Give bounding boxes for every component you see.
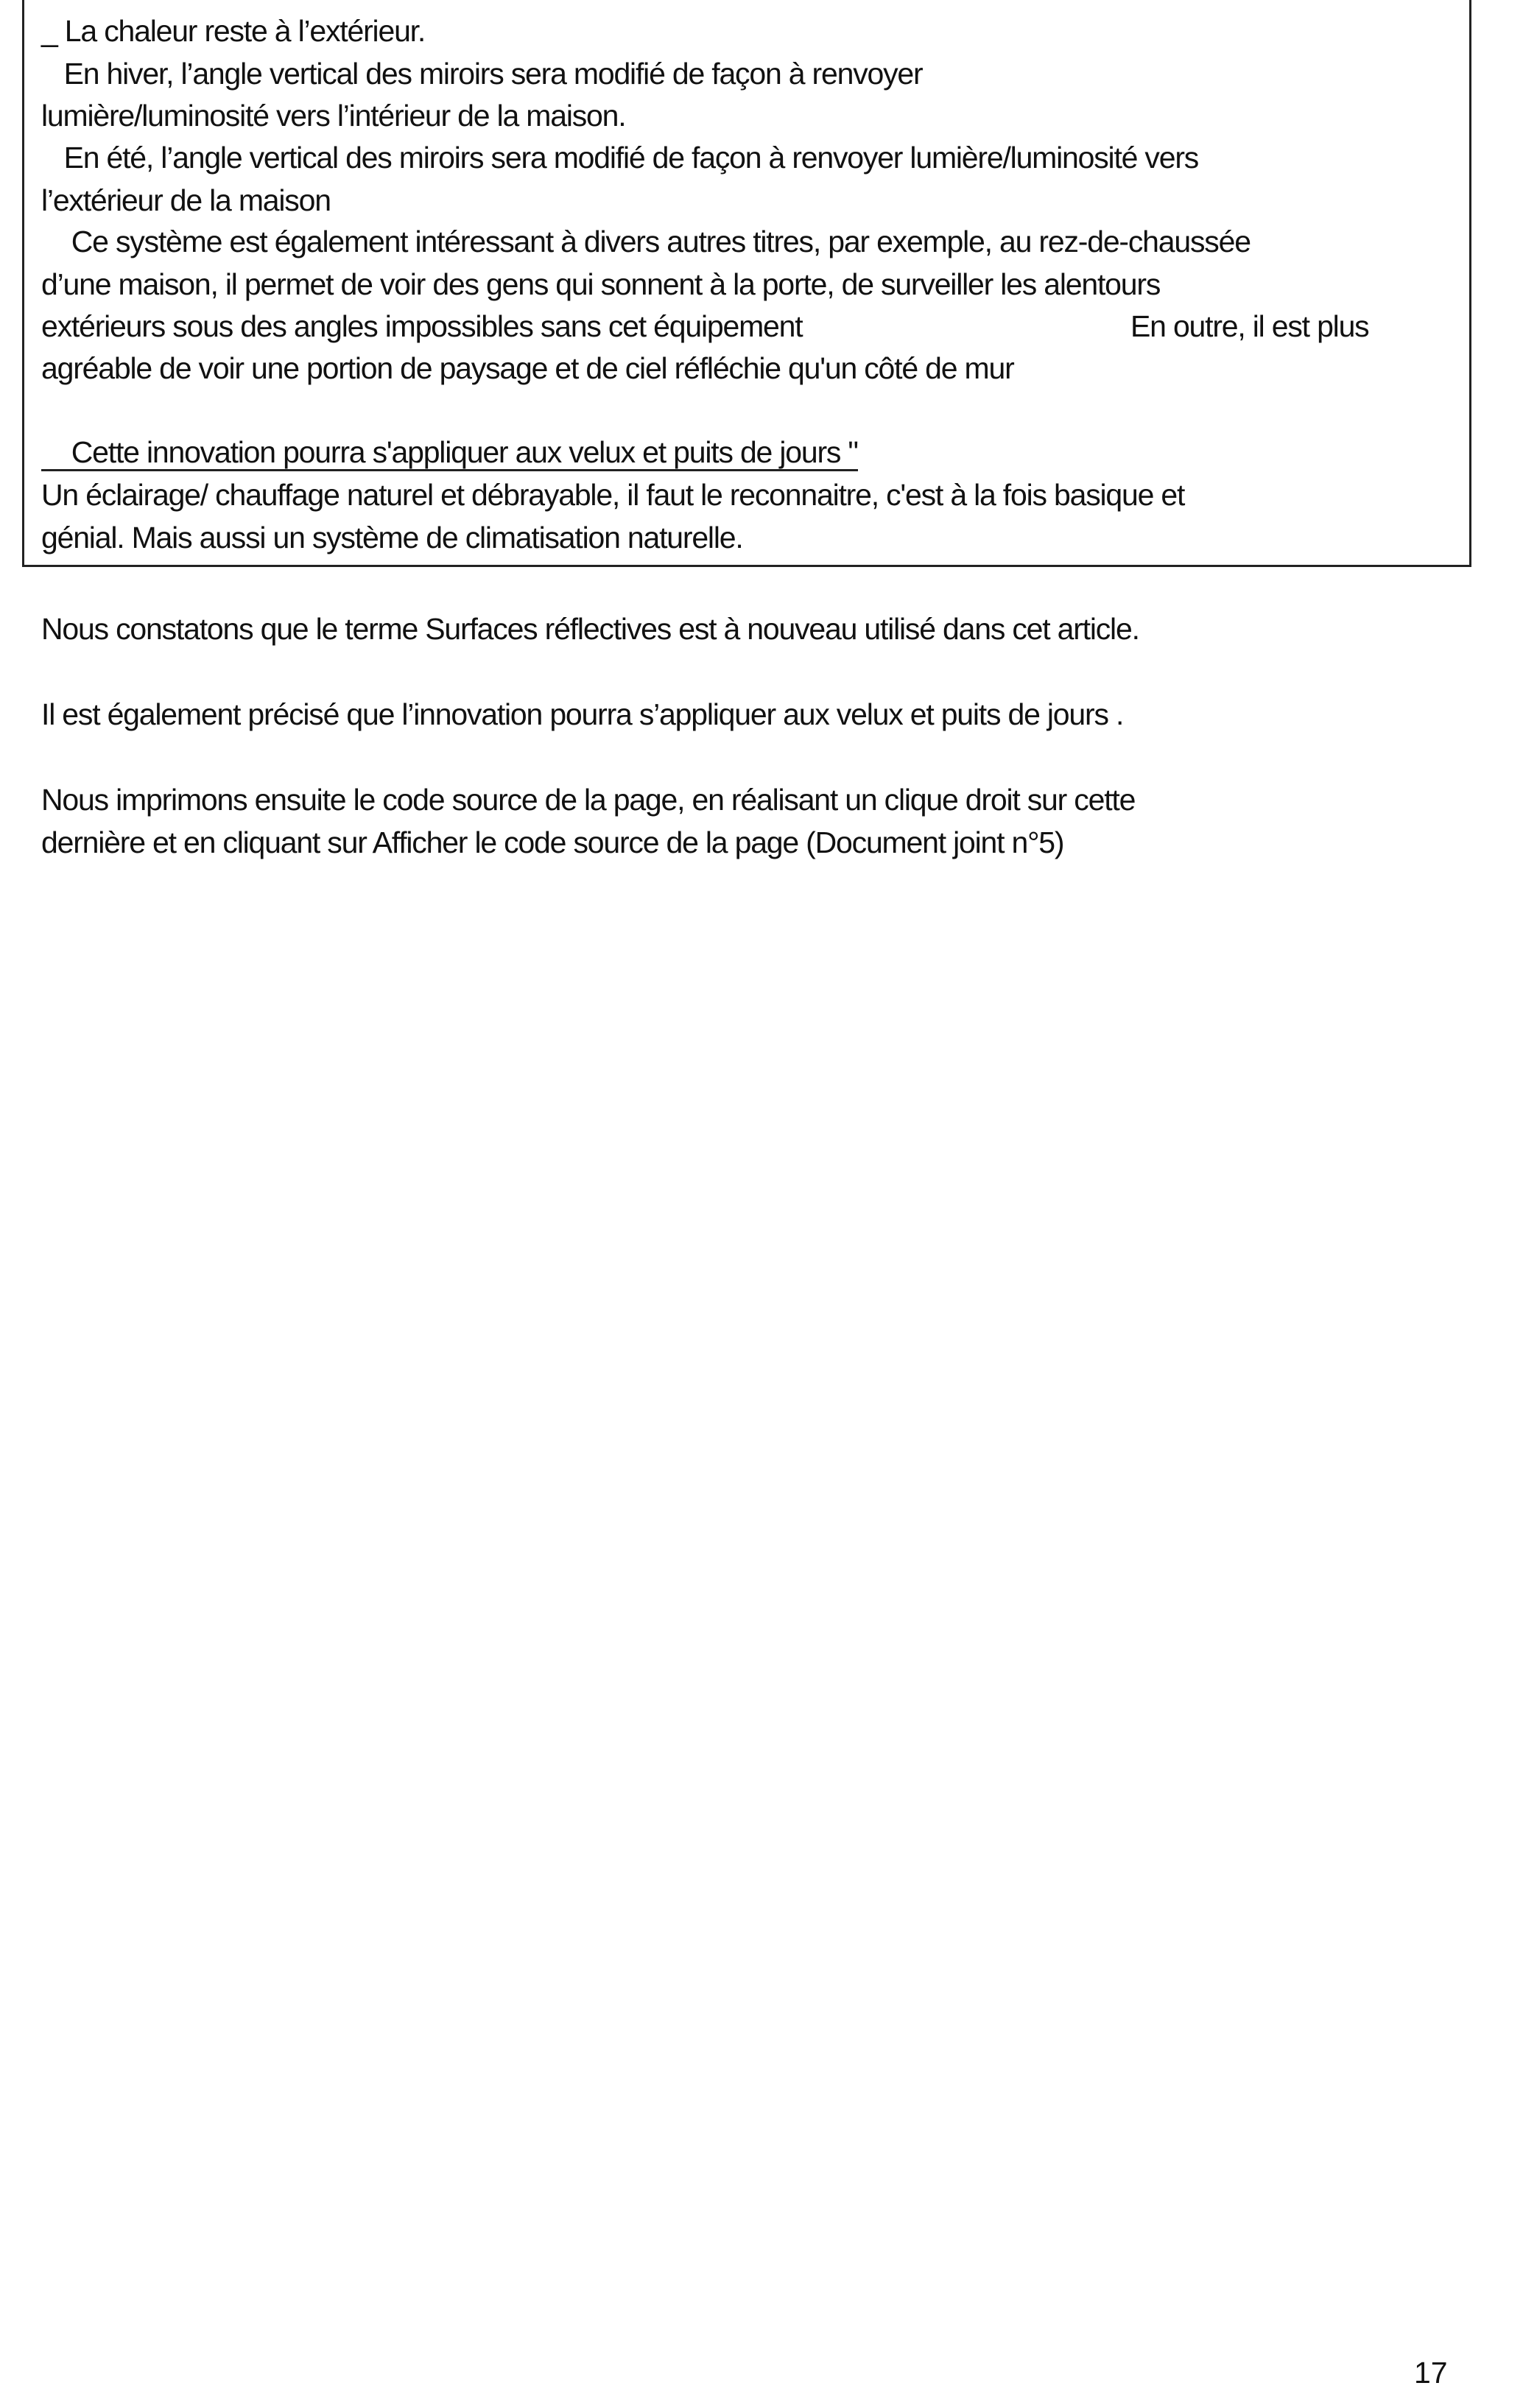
quote-line-5: l’extérieur de la maison [41, 183, 331, 217]
body-paragraph-3-line-1: Nous imprimons ensuite le code source de la page, en réalisant un clique droit sur cette [41, 783, 1136, 817]
quote-line-6: Ce système est également intéressant à divers autres titres, par exemple, au rez-de-chaussée [41, 225, 1251, 258]
quote-line-12: génial. Mais aussi un système de climatisation naturelle. [41, 521, 743, 555]
quote-line-10-underlined: Cette innovation pourra s'appliquer aux velux et puits de jours " [41, 437, 858, 471]
quote-line-11: Un éclairage/ chauffage naturel et débrayable, il faut le reconnaitre, c'est à la fois basique et [41, 478, 1185, 512]
quote-line-9: agréable de voir une portion de paysage et de ciel réfléchie qu'un côté de mur [41, 351, 1014, 385]
quote-line-1: _ La chaleur reste à l’extérieur. [41, 14, 426, 48]
body-paragraph-3-line-2: dernière et en cliquant sur Afficher le code source de la page (Document joint n°5) [41, 825, 1064, 859]
quote-line-8b: En outre, il est plus [1130, 309, 1369, 343]
quote-line-7: d’une maison, il permet de voir des gens qui sonnent à la porte, de surveiller les alentours [41, 267, 1161, 301]
body-paragraph-2: Il est également précisé que l’innovation pourra s’appliquer aux velux et puits de jours . [41, 697, 1124, 731]
body-paragraph-1: Nous constatons que le terme Surfaces réflectives est à nouveau utilisé dans cet article. [41, 612, 1139, 646]
quote-line-8a: extérieurs sous des angles impossibles sans cet équipement [41, 309, 803, 343]
quote-line-4: En été, l’angle vertical des miroirs sera modifié de façon à renvoyer lumière/luminosité vers [41, 141, 1199, 175]
page-number: 17 [1414, 2356, 1448, 2390]
quote-line-2: En hiver, l’angle vertical des miroirs sera modifié de façon à renvoyer [41, 57, 923, 91]
quote-line-3: lumière/luminosité vers l’intérieur de la maison. [41, 99, 626, 133]
